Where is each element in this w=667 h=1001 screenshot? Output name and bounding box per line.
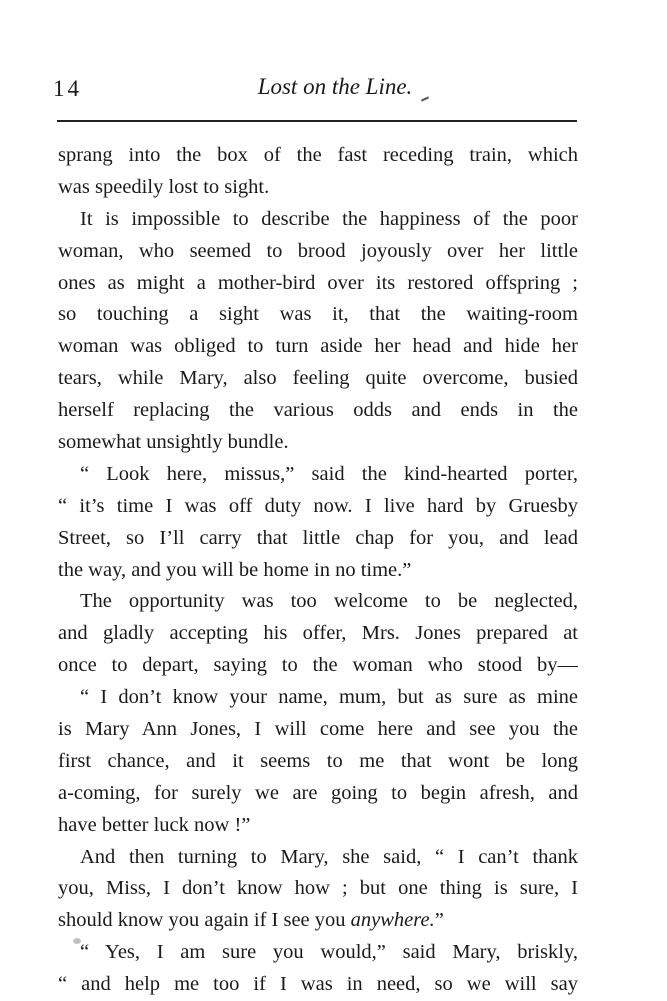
text-segment: should know you again if I see you [58, 909, 351, 932]
page-number: 14 [53, 76, 82, 101]
text-line: have better luck now !” [58, 813, 251, 836]
text-line: a-coming, for surely we are going to begin afresh, and [58, 781, 578, 804]
paper-blemish [73, 938, 81, 944]
text-line: “ it’s time I was off duty now. I live hard by Gruesby [58, 494, 578, 517]
text-line: Street, so I’ll carry that little chap for you, and lead [58, 526, 578, 549]
text-line: once to depart, saying to the woman who stood by— [58, 654, 578, 677]
text-line: is Mary Ann Jones, I will come here and see you the [58, 718, 578, 741]
text-line: so touching a sight was it, that the waiting-room [58, 303, 578, 326]
running-title: Lost on the Line. [257, 74, 413, 99]
text-line: woman, who seemed to brood joyously over her little [58, 239, 578, 262]
text-line: woman was obliged to turn aside her head and hide her [58, 335, 578, 358]
text-line: the way, and you will be home in no time.” [58, 558, 412, 581]
running-head [53, 72, 581, 104]
text-line: you, Miss, I don’t know how ; but one thing is sure, I [58, 877, 578, 900]
text-line: was speedily lost to sight. [58, 175, 270, 198]
text-line: somewhat unsightly bundle. [58, 431, 289, 454]
text-line: herself replacing the various odds and ends in the [58, 399, 578, 422]
paragraph-start-line: “ Yes, I am sure you would,” said Mary, briskly, [80, 941, 578, 964]
paragraph-start-line: “ Look here, missus,” said the kind-hearted porter, [80, 462, 578, 485]
paragraph-start-line: And then turning to Mary, she said, “ I can’t thank [80, 845, 578, 868]
text-line: ones as might a mother-bird over its restored offspring ; [58, 271, 578, 294]
closing-quote: ” [434, 909, 444, 932]
text-line: tears, while Mary, also feeling quite overcome, busied [58, 367, 578, 390]
body-text [58, 140, 578, 1001]
text-line: and gladly accepting his offer, Mrs. Jones prepared at [58, 622, 578, 645]
text-line [58, 905, 578, 937]
header-rule [57, 120, 577, 122]
text-line: “ and help me too if I was in need, so we will say [58, 973, 578, 996]
text-line: sprang into the box of the fast receding train, which [58, 144, 578, 166]
emphasized-word: anywhere. [350, 909, 435, 932]
text-line: first chance, and it seems to me that wont be long [58, 749, 578, 772]
paragraph-start-line: The opportunity was too welcome to be neglected, [80, 590, 578, 613]
paragraph-start-line: “ I don’t know your name, mum, but as sure as mine [80, 686, 578, 709]
paragraph-start-line: It is impossible to describe the happiness of the poor [80, 207, 578, 230]
